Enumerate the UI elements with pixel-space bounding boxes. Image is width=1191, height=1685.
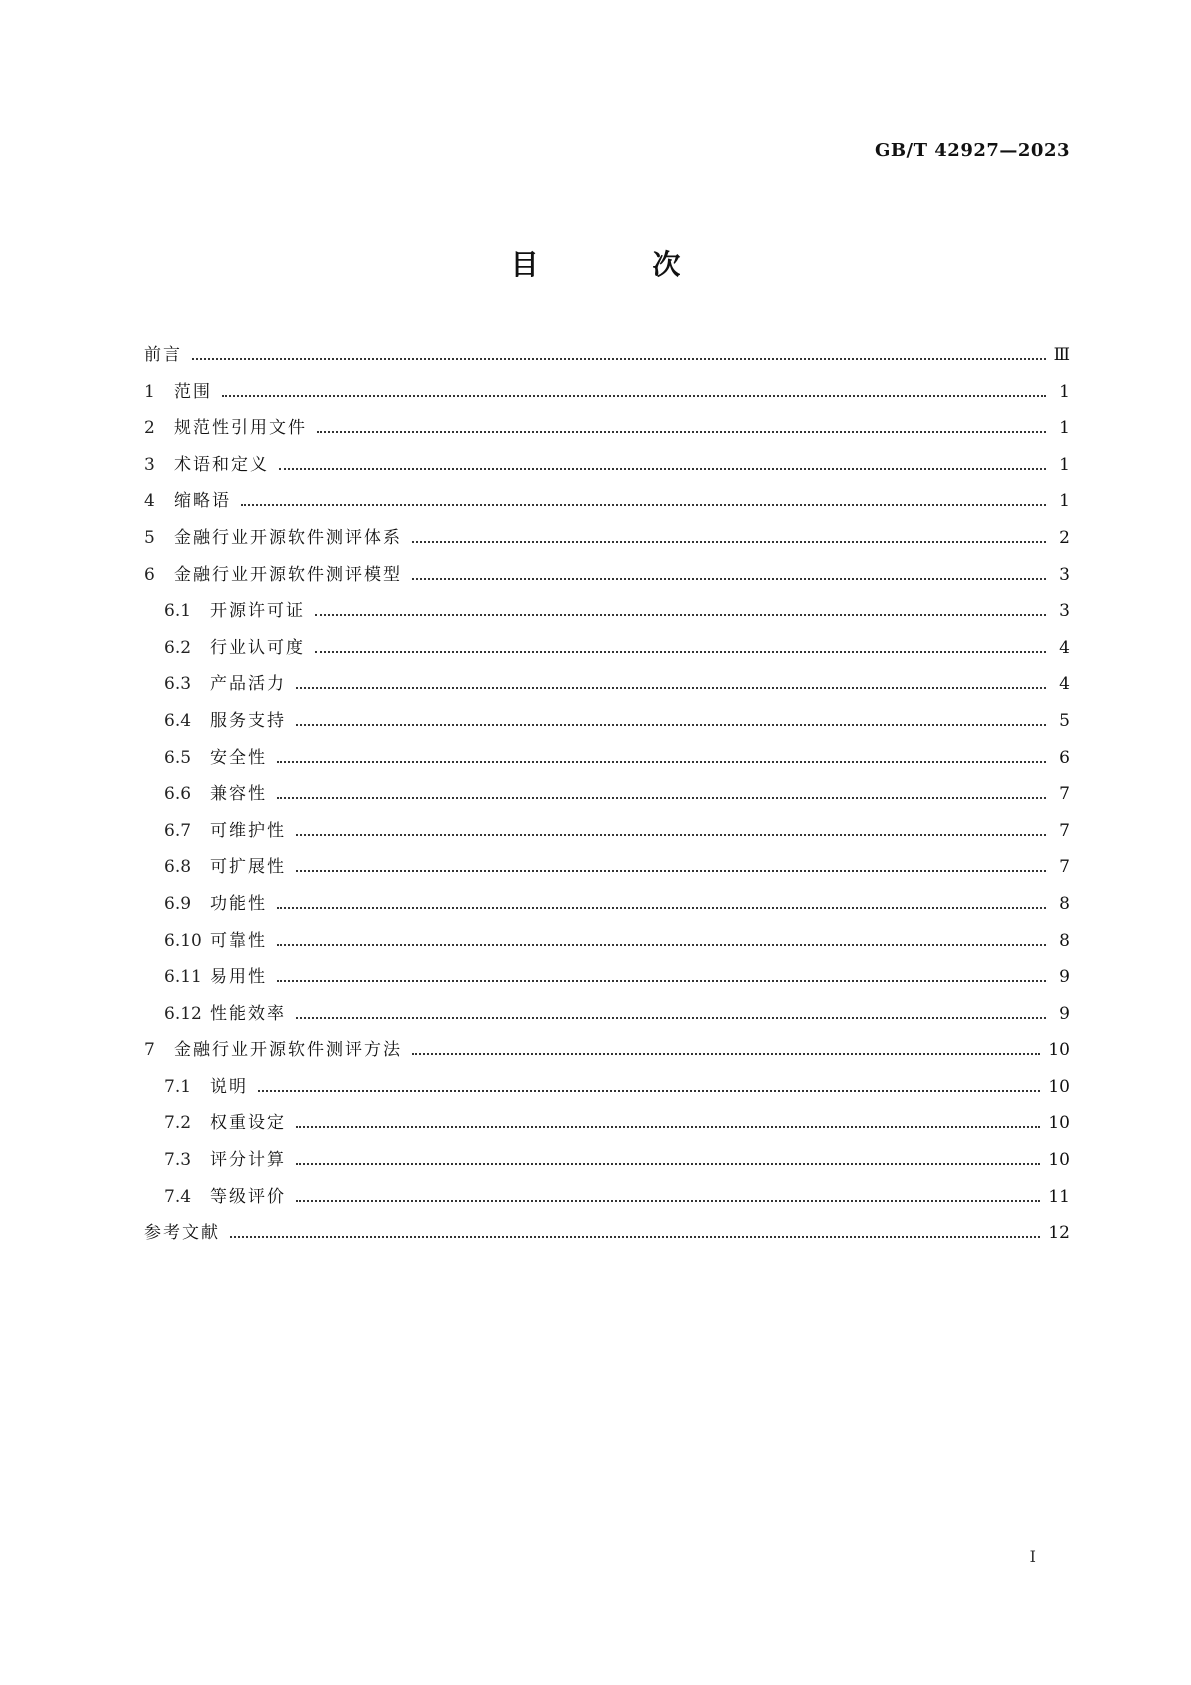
toc-entry-number: 7.2: [164, 1113, 192, 1134]
toc-entry[interactable]: [144, 450, 1070, 487]
dot-leader: [296, 724, 1046, 726]
toc-entry-label: 产品活力: [210, 674, 286, 695]
toc-entry-number: 5: [144, 527, 155, 548]
toc-entry[interactable]: [144, 743, 1070, 780]
dot-leader: [412, 1053, 1040, 1055]
toc-entry[interactable]: [144, 889, 1070, 926]
toc-entry-page: 1: [1059, 381, 1070, 402]
toc-title: 目 次: [510, 248, 733, 281]
dot-leader: [230, 1236, 1040, 1238]
toc-entry-label: 权重设定: [210, 1113, 286, 1134]
dot-leader: [222, 395, 1046, 397]
toc-entry[interactable]: [144, 633, 1070, 670]
toc-entry-number: 6.10: [164, 930, 202, 951]
toc-entry[interactable]: [144, 413, 1070, 450]
dot-leader: [277, 980, 1046, 982]
toc-entry[interactable]: [144, 962, 1070, 999]
toc-entry-label: 缩略语: [174, 491, 231, 512]
dot-leader: [258, 1090, 1040, 1092]
toc-entry-page: 1: [1059, 454, 1070, 475]
toc-entry[interactable]: [144, 377, 1070, 414]
toc-entry-number: 7.1: [164, 1076, 192, 1097]
toc-entry-number: 6.4: [164, 710, 192, 731]
toc-entry-label: 可扩展性: [210, 857, 286, 878]
toc-entry-number: 7.3: [164, 1150, 192, 1171]
dot-leader: [279, 468, 1046, 470]
toc-entry-number: 2: [144, 418, 155, 439]
toc-entry-label: 兼容性: [210, 784, 267, 805]
toc-entry-label: 安全性: [210, 747, 267, 768]
toc-entry-label: 性能效率: [210, 1003, 286, 1024]
toc-entry-number: 6: [144, 564, 155, 585]
toc-entry-page: 7: [1059, 857, 1070, 878]
toc-entry[interactable]: [144, 779, 1070, 816]
toc-entry-page: 4: [1059, 674, 1070, 695]
toc-entry-page: 3: [1059, 601, 1070, 622]
dot-leader: [296, 1163, 1040, 1165]
toc-entry-label: 金融行业开源软件测评方法: [174, 1040, 402, 1061]
toc-entry[interactable]: [144, 926, 1070, 963]
dot-leader: [296, 1126, 1040, 1128]
toc-entry-label: 等级评价: [210, 1186, 286, 1207]
toc-entry-number: 6.9: [164, 893, 192, 914]
toc-entry-label: 金融行业开源软件测评体系: [174, 527, 402, 548]
toc-entry-number: 6.5: [164, 747, 192, 768]
toc-entry-label: 功能性: [210, 893, 267, 914]
toc-entry-number: 4: [144, 491, 155, 512]
dot-leader: [277, 944, 1046, 946]
table-of-contents: [144, 340, 1070, 1255]
toc-entry[interactable]: [144, 999, 1070, 1036]
standard-code: GB/T 42927—2023: [874, 140, 1070, 161]
dot-leader: [241, 504, 1046, 506]
toc-entry-page: 5: [1059, 710, 1070, 731]
toc-entry[interactable]: [144, 523, 1070, 560]
dot-leader: [412, 541, 1046, 543]
toc-entry[interactable]: [144, 486, 1070, 523]
toc-entry-number: 6.12: [164, 1003, 202, 1024]
toc-entry-page: 12: [1048, 1223, 1070, 1244]
page-number: I: [1029, 1547, 1036, 1566]
toc-entry-label: 开源许可证: [210, 601, 305, 622]
toc-entry-page: 4: [1059, 637, 1070, 658]
toc-entry[interactable]: [144, 1218, 1070, 1255]
dot-leader: [277, 761, 1046, 763]
toc-entry-number: 6.7: [164, 820, 192, 841]
toc-entry-page: 7: [1059, 784, 1070, 805]
dot-leader: [296, 834, 1046, 836]
toc-entry[interactable]: [144, 1182, 1070, 1219]
toc-entry[interactable]: [144, 1145, 1070, 1182]
dot-leader: [315, 614, 1046, 616]
toc-entry-label: 金融行业开源软件测评模型: [174, 564, 402, 585]
toc-entry[interactable]: [144, 1108, 1070, 1145]
toc-entry[interactable]: [144, 1072, 1070, 1109]
toc-entry-page: 11: [1048, 1186, 1070, 1207]
dot-leader: [315, 651, 1046, 653]
toc-entry-number: 6.1: [164, 601, 192, 622]
toc-entry-page: 7: [1059, 820, 1070, 841]
toc-entry-label: 范围: [174, 381, 212, 402]
toc-entry-number: 7.4: [164, 1186, 192, 1207]
toc-entry-label: 行业认可度: [210, 637, 305, 658]
toc-entry-page: 9: [1059, 1003, 1070, 1024]
toc-entry[interactable]: [144, 852, 1070, 889]
dot-leader: [296, 870, 1046, 872]
toc-entry-label: 参考文献: [144, 1223, 220, 1244]
toc-entry-page: Ⅲ: [1053, 345, 1070, 365]
toc-entry-label: 术语和定义: [174, 454, 269, 475]
toc-entry-page: 6: [1059, 747, 1070, 768]
toc-entry-page: 9: [1059, 967, 1070, 988]
toc-entry-page: 3: [1059, 564, 1070, 585]
toc-entry-label: 前言: [144, 345, 182, 365]
toc-entry-label: 可靠性: [210, 930, 267, 951]
toc-entry-label: 服务支持: [210, 710, 286, 731]
toc-entry-number: 6.3: [164, 674, 192, 695]
toc-entry[interactable]: [144, 706, 1070, 743]
toc-entry[interactable]: [144, 1035, 1070, 1072]
dot-leader: [296, 1017, 1046, 1019]
toc-entry-number: 6.2: [164, 637, 192, 658]
toc-entry-label: 说明: [210, 1076, 248, 1097]
toc-entry-page: 10: [1048, 1040, 1070, 1061]
toc-entry[interactable]: [144, 560, 1070, 597]
toc-entry-page: 1: [1059, 418, 1070, 439]
toc-entry-label: 易用性: [210, 967, 267, 988]
toc-entry-number: 6.8: [164, 857, 192, 878]
dot-leader: [277, 797, 1046, 799]
toc-entry-page: 10: [1048, 1113, 1070, 1134]
toc-entry-page: 2: [1059, 527, 1070, 548]
toc-entry[interactable]: [144, 596, 1070, 633]
dot-leader: [277, 907, 1046, 909]
toc-entry-page: 8: [1059, 893, 1070, 914]
toc-entry-label: 评分计算: [210, 1150, 286, 1171]
toc-entry[interactable]: [144, 669, 1070, 706]
toc-entry-page: 8: [1059, 930, 1070, 951]
dot-leader: [412, 578, 1046, 580]
toc-entry[interactable]: [144, 816, 1070, 853]
toc-entry-number: 6.11: [164, 967, 202, 988]
toc-entry-page: 10: [1048, 1150, 1070, 1171]
toc-entry-number: 1: [144, 381, 155, 402]
toc-entry-number: 6.6: [164, 784, 192, 805]
toc-entry-number: 3: [144, 454, 155, 475]
toc-entry-label: 规范性引用文件: [174, 418, 307, 439]
toc-entry-number: 7: [144, 1040, 155, 1061]
dot-leader: [317, 431, 1046, 433]
toc-entry-page: 1: [1059, 491, 1070, 512]
dot-leader: [296, 687, 1046, 689]
toc-entry[interactable]: [144, 340, 1070, 377]
dot-leader: [296, 1200, 1040, 1202]
dot-leader: [192, 358, 1046, 360]
toc-entry-page: 10: [1048, 1076, 1070, 1097]
toc-entry-label: 可维护性: [210, 820, 286, 841]
